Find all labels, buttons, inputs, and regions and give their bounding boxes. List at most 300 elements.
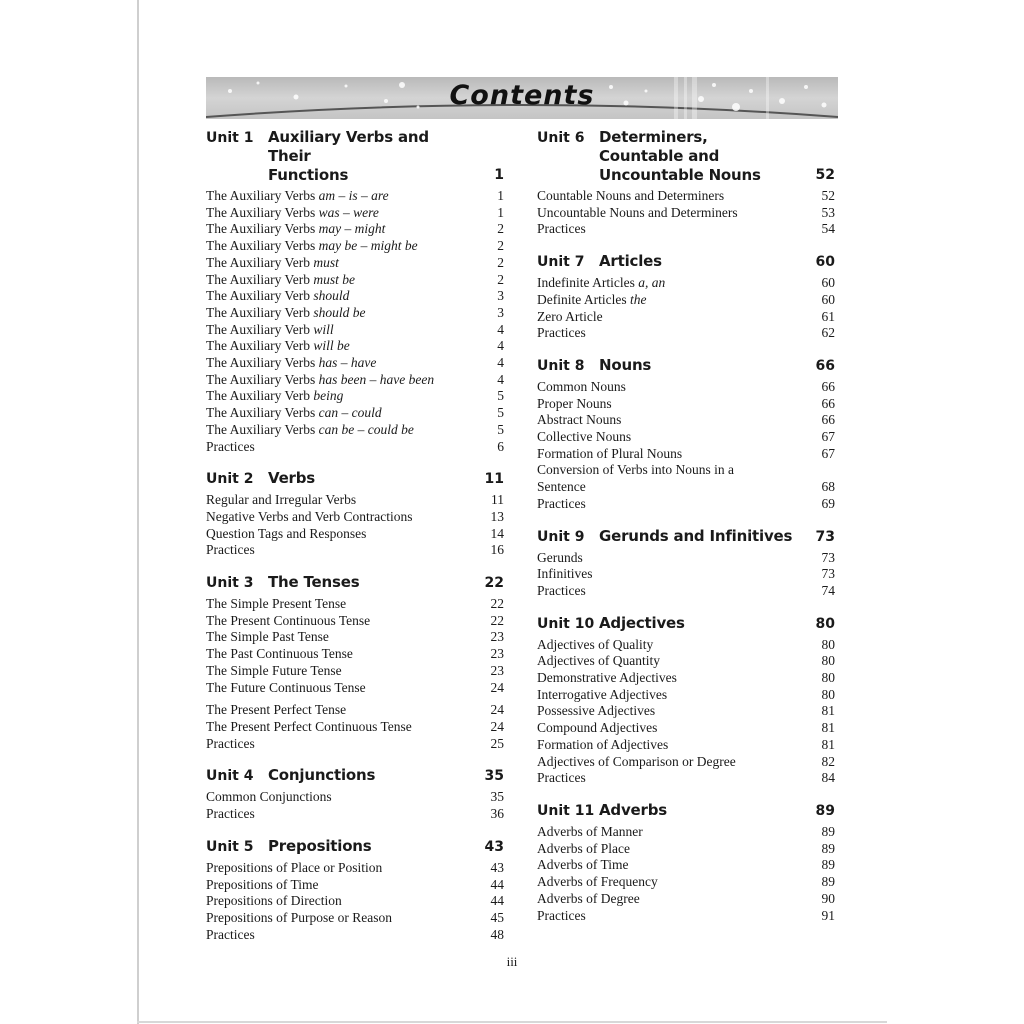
entry-text: Practices [206, 735, 255, 751]
entry-title [537, 703, 805, 720]
entry-title [537, 583, 805, 600]
entry-page-number: 67 [821, 429, 835, 445]
entry-page-number: 80 [821, 636, 835, 652]
toc-entry[interactable] [206, 736, 504, 753]
entry-title [206, 860, 474, 877]
unit-entries [206, 188, 504, 455]
toc-entry[interactable] [206, 188, 504, 205]
unit-heading[interactable] [206, 469, 504, 489]
unit-number: Unit 11 [537, 802, 595, 819]
unit-heading[interactable] [206, 573, 504, 593]
entry-text: The Auxiliary Verbs [206, 221, 319, 237]
entry-text: The Auxiliary Verbs [206, 405, 319, 421]
toc-entry[interactable] [537, 653, 835, 670]
unit-entries [537, 275, 835, 342]
entry-page-number: 66 [821, 412, 835, 428]
unit-entries [537, 550, 835, 600]
unit-title-line: Adverbs [599, 800, 667, 819]
entry-text: The Present Perfect Tense [206, 702, 347, 718]
unit-heading[interactable] [206, 766, 504, 786]
toc-entry[interactable] [537, 754, 835, 771]
entry-title [537, 479, 805, 496]
entry-italic-term: was – were [318, 204, 379, 220]
entry-italic-term: a, an [638, 275, 666, 291]
toc-entry[interactable] [206, 702, 504, 719]
toc-entry[interactable] [537, 857, 835, 874]
toc-entry[interactable] [206, 893, 504, 910]
entry-text: Practices [206, 926, 255, 942]
entry-text: Adverbs of Place [537, 840, 630, 856]
unit-page-number: 22 [484, 575, 504, 592]
entry-page-number: 66 [821, 378, 835, 394]
entry-title [537, 653, 805, 670]
entry-title [537, 737, 805, 754]
toc-entry[interactable] [537, 891, 835, 908]
toc-entry[interactable] [537, 637, 835, 654]
toc-entry[interactable] [537, 188, 835, 205]
entry-title [206, 422, 474, 439]
entry-italic-term: will be [313, 338, 350, 354]
entry-title [206, 372, 474, 389]
entry-text: Prepositions of Time [206, 876, 319, 892]
unit-title-line: Prepositions [268, 836, 372, 855]
unit-heading[interactable] [537, 252, 835, 272]
entry-page-number: 11 [491, 492, 504, 508]
entry-text: Abstract Nouns [537, 412, 622, 428]
entry-text: Prepositions of Place or Position [206, 859, 383, 875]
toc-entry[interactable] [206, 789, 504, 806]
unit-title-line: Determiners, Countable and [599, 128, 720, 165]
entry-text: Definite Articles [537, 291, 630, 307]
toc-entry[interactable] [206, 526, 504, 543]
entry-page-number: 52 [821, 188, 835, 203]
unit-number: Unit 6 [537, 130, 585, 146]
toc-entry[interactable] [537, 396, 835, 413]
entry-text: Practices [537, 770, 586, 786]
toc-entry[interactable] [537, 292, 835, 309]
entry-page-number: 60 [821, 275, 835, 291]
entry-page-number: 89 [821, 840, 835, 856]
entry-page-number: 80 [821, 653, 835, 669]
entry-text: Common Nouns [537, 378, 626, 394]
entry-page-number: 4 [497, 371, 504, 387]
toc-entry[interactable] [206, 663, 504, 680]
unit-page-number: 89 [815, 802, 835, 819]
entry-page-number: 23 [490, 646, 504, 662]
entry-title [537, 824, 805, 841]
entry-title [206, 355, 474, 372]
toc-entry[interactable] [206, 272, 504, 289]
entry-title [537, 396, 805, 413]
entry-text: Adverbs of Degree [537, 890, 640, 906]
entry-text: Uncountable Nouns and Determiners [537, 204, 738, 220]
toc-entry[interactable] [537, 412, 835, 429]
entry-page-number: 61 [821, 308, 835, 324]
entry-page-number: 3 [497, 288, 504, 304]
unit-title [268, 573, 464, 592]
entry-page-number: 45 [490, 909, 504, 925]
entry-title [537, 462, 805, 479]
entry-page-number: 73 [821, 549, 835, 565]
entry-text: The Present Perfect Continuous Tense [206, 718, 412, 734]
entry-text: The Auxiliary Verbs [206, 238, 319, 254]
toc-unit [537, 614, 835, 787]
entry-text: The Simple Future Tense [206, 662, 342, 678]
toc-entry[interactable] [537, 309, 835, 326]
toc-entry[interactable] [206, 288, 504, 305]
unit-title-line: Conjunctions [268, 766, 376, 785]
toc-entry[interactable] [206, 322, 504, 339]
entry-title [537, 908, 805, 925]
toc-entry[interactable] [206, 492, 504, 509]
entry-text: Adjectives of Comparison or Degree [537, 753, 736, 769]
unit-number: Unit 8 [537, 357, 585, 374]
unit-title-line: Functions [268, 166, 349, 184]
toc-entry[interactable] [206, 221, 504, 238]
entry-page-number: 4 [497, 321, 504, 337]
toc-entry[interactable] [537, 550, 835, 567]
entry-title [537, 754, 805, 771]
entry-text: Interrogative Adjectives [537, 686, 668, 702]
entry-title [206, 680, 474, 697]
unit-heading[interactable] [537, 128, 835, 185]
unit-heading[interactable] [537, 801, 835, 821]
entry-page-number: 24 [490, 679, 504, 695]
entry-page-number: 1 [497, 188, 504, 203]
entry-title [537, 309, 805, 326]
entry-title [206, 322, 474, 339]
toc-entry[interactable] [206, 596, 504, 613]
toc-entry[interactable] [537, 737, 835, 754]
entry-title [537, 188, 805, 205]
unit-page-number: 1 [494, 167, 504, 183]
toc-entry[interactable] [206, 355, 504, 372]
toc-entry[interactable] [537, 479, 835, 496]
entry-title [206, 663, 474, 680]
unit-entries [206, 596, 504, 752]
entry-title [206, 736, 474, 753]
toc-entry[interactable] [206, 255, 504, 272]
unit-title-line: Auxiliary Verbs and Their [268, 128, 429, 165]
unit-entries [206, 492, 504, 559]
unit-title-line: Verbs [268, 469, 316, 488]
entry-page-number: 3 [497, 304, 504, 320]
toc-entry[interactable] [206, 405, 504, 422]
entry-text: The Auxiliary Verbs [206, 188, 319, 203]
entry-title [206, 893, 474, 910]
unit-title [599, 527, 795, 546]
entry-text: The Auxiliary Verbs [206, 421, 319, 437]
entry-title [537, 891, 805, 908]
entry-title [206, 526, 474, 543]
entry-text: Indefinite Articles [537, 275, 639, 291]
entry-page-number: 68 [821, 479, 835, 495]
unit-page-number: 35 [484, 768, 504, 785]
entry-text: Regular and Irregular Verbs [206, 492, 357, 508]
entry-page-number: 82 [821, 753, 835, 769]
entry-page-number: 23 [490, 662, 504, 678]
unit-title [599, 614, 795, 633]
entry-title [206, 789, 474, 806]
entry-page-number: 69 [821, 495, 835, 511]
unit-number: Unit 1 [206, 130, 254, 146]
entry-italic-term: should be [313, 304, 366, 320]
toc-entry[interactable] [206, 719, 504, 736]
entry-title [206, 338, 474, 355]
unit-title [268, 766, 464, 785]
entry-text: Practices [537, 325, 586, 341]
toc-entry[interactable] [537, 275, 835, 292]
unit-heading[interactable] [206, 837, 504, 857]
entry-text: Proper Nouns [537, 395, 612, 411]
toc-entry[interactable] [537, 496, 835, 513]
unit-title [599, 801, 795, 820]
entry-title [537, 857, 805, 874]
entry-text: The Auxiliary Verb [206, 304, 314, 320]
entry-text: Adverbs of Frequency [537, 874, 658, 890]
entry-title [206, 388, 474, 405]
toc-entry[interactable] [537, 703, 835, 720]
entry-italic-term: being [313, 388, 344, 404]
entry-title [206, 492, 474, 509]
entry-page-number: 90 [821, 890, 835, 906]
unit-heading[interactable] [537, 356, 835, 376]
entry-title [206, 305, 474, 322]
entry-title [537, 446, 805, 463]
entry-text: Infinitives [537, 566, 593, 582]
toc-entry[interactable] [537, 874, 835, 891]
toc-entry[interactable] [537, 908, 835, 925]
unit-number: Unit 10 [537, 615, 595, 632]
toc-entry[interactable] [206, 372, 504, 389]
entry-title [206, 509, 474, 526]
toc-entry[interactable] [206, 422, 504, 439]
unit-page-number: 80 [815, 615, 835, 632]
unit-title [268, 837, 464, 856]
entry-page-number: 44 [490, 893, 504, 909]
entry-text: Adjectives of Quantity [537, 653, 660, 669]
entry-text: Question Tags and Responses [206, 525, 367, 541]
unit-heading[interactable] [537, 614, 835, 634]
toc-entry[interactable] [537, 379, 835, 396]
entry-page-number: 25 [490, 735, 504, 751]
entry-title [206, 272, 474, 289]
entry-text: Demonstrative Adjectives [537, 670, 677, 686]
entry-title [537, 325, 805, 342]
entry-title [206, 806, 474, 823]
toc-entry[interactable] [537, 205, 835, 222]
toc-unit [537, 801, 835, 924]
unit-number: Unit 4 [206, 768, 254, 785]
toc-entry[interactable] [537, 583, 835, 600]
entry-title [206, 877, 474, 894]
entry-page-number: 16 [490, 542, 504, 558]
toc-entry[interactable] [206, 509, 504, 526]
entry-title [206, 188, 474, 205]
toc-entry[interactable] [206, 542, 504, 559]
entry-page-number: 43 [490, 859, 504, 875]
toc-entry[interactable] [206, 388, 504, 405]
entry-italic-term: am – is – are [318, 188, 389, 203]
toc-entry[interactable] [537, 687, 835, 704]
entry-page-number: 66 [821, 395, 835, 411]
toc-entry[interactable] [537, 446, 835, 463]
toc-entry[interactable] [206, 646, 504, 663]
toc-entry[interactable] [206, 205, 504, 222]
entry-page-number: 54 [821, 221, 835, 237]
entry-title [537, 874, 805, 891]
toc-unit [537, 527, 835, 600]
entry-title [206, 927, 474, 944]
toc-entry[interactable] [537, 720, 835, 737]
toc-unit [537, 356, 835, 513]
toc-entry[interactable] [206, 910, 504, 927]
entry-title [537, 275, 805, 292]
entry-title [206, 205, 474, 222]
entry-text: The Auxiliary Verbs [206, 355, 319, 371]
entry-title [206, 702, 474, 719]
unit-page-number: 73 [815, 528, 835, 545]
entry-page-number: 2 [497, 271, 504, 287]
entry-text: Practices [537, 495, 586, 511]
entry-page-number: 91 [821, 907, 835, 923]
entry-title [537, 720, 805, 737]
entry-text: Prepositions of Direction [206, 893, 342, 909]
entry-text: The Auxiliary Verbs [206, 204, 319, 220]
entry-title [537, 429, 805, 446]
entry-page-number: 2 [497, 238, 504, 254]
toc-entry[interactable] [206, 680, 504, 697]
entry-title [206, 542, 474, 559]
toc-entry[interactable] [206, 338, 504, 355]
entry-text: The Auxiliary Verb [206, 338, 314, 354]
entry-italic-term: must [313, 254, 339, 270]
unit-page-number: 66 [815, 357, 835, 374]
entry-page-number: 24 [490, 718, 504, 734]
toc-entry[interactable] [206, 238, 504, 255]
toc-entry[interactable] [537, 670, 835, 687]
unit-entries [206, 860, 504, 944]
entry-page-number: 5 [497, 421, 504, 437]
unit-title [599, 252, 795, 271]
toc-entry[interactable] [206, 613, 504, 630]
entry-title [206, 719, 474, 736]
entry-text: Practices [206, 438, 255, 454]
contents-right-column [537, 128, 835, 938]
unit-heading[interactable] [537, 527, 835, 547]
entry-text: Zero Article [537, 308, 603, 324]
entry-page-number: 67 [821, 445, 835, 461]
unit-page-number: 52 [815, 167, 835, 183]
entry-page-number: 53 [821, 204, 835, 220]
toc-entry[interactable] [206, 305, 504, 322]
entry-text: Countable Nouns and Determiners [537, 188, 725, 203]
toc-unit [206, 837, 504, 944]
unit-number: Unit 7 [537, 254, 585, 271]
entry-text: The Simple Present Tense [206, 596, 347, 612]
toc-entry[interactable] [537, 841, 835, 858]
entry-title [206, 405, 474, 422]
toc-entry[interactable] [206, 629, 504, 646]
entry-italic-term: may – might [318, 221, 386, 237]
entry-title [206, 629, 474, 646]
unit-title-line: Adjectives [599, 613, 685, 632]
toc-entry[interactable] [537, 824, 835, 841]
entry-page-number: 73 [821, 566, 835, 582]
toc-unit [206, 128, 504, 455]
entry-title [537, 379, 805, 396]
toc-entry[interactable] [206, 439, 504, 456]
toc-entry[interactable] [537, 429, 835, 446]
toc-entry[interactable] [206, 860, 504, 877]
entry-title [537, 496, 805, 513]
toc-entry[interactable] [537, 566, 835, 583]
entry-text: The Present Continuous Tense [206, 612, 371, 628]
toc-entry[interactable] [206, 927, 504, 944]
entry-text: Formation of Plural Nouns [537, 445, 683, 461]
toc-unit [206, 573, 504, 752]
contents-left-column [206, 128, 504, 957]
unit-title [599, 128, 795, 185]
entry-page-number: 4 [497, 338, 504, 354]
toc-entry[interactable] [537, 462, 835, 479]
entry-page-number: 22 [490, 612, 504, 628]
entry-italic-term: may be – might be [318, 238, 418, 254]
entry-page-number: 89 [821, 874, 835, 890]
unit-heading[interactable] [206, 128, 504, 185]
toc-entry[interactable] [206, 877, 504, 894]
entry-title [537, 566, 805, 583]
unit-page-number: 11 [484, 471, 504, 488]
unit-entries [537, 824, 835, 924]
toc-entry[interactable] [206, 806, 504, 823]
entry-page-number: 62 [821, 325, 835, 341]
entry-page-number: 60 [821, 291, 835, 307]
unit-title [599, 356, 795, 375]
entry-page-number: 74 [821, 582, 835, 598]
unit-title-line: The Tenses [268, 573, 360, 592]
unit-title [268, 128, 464, 185]
toc-entry[interactable] [537, 221, 835, 238]
entry-text: Formation of Adjectives [537, 736, 669, 752]
entry-page-number: 2 [497, 254, 504, 270]
page-bottom-edge [137, 1021, 887, 1023]
entry-text: Common Conjunctions [206, 789, 332, 805]
entry-text: Practices [537, 907, 586, 923]
unit-title [268, 469, 464, 488]
entry-italic-term: the [629, 291, 647, 307]
unit-entries [206, 789, 504, 822]
entry-text: Prepositions of Purpose or Reason [206, 909, 392, 925]
unit-number: Unit 9 [537, 528, 585, 545]
entry-text: The Auxiliary Verb [206, 321, 314, 337]
entry-page-number [805, 462, 835, 479]
toc-unit [206, 766, 504, 822]
unit-entries [537, 379, 835, 513]
toc-entry[interactable] [537, 770, 835, 787]
entry-text: Possessive Adjectives [537, 703, 656, 719]
entry-page-number: 80 [821, 686, 835, 702]
entry-title [537, 637, 805, 654]
entry-text: Compound Adjectives [537, 720, 658, 736]
entry-text: Adverbs of Time [537, 857, 629, 873]
entry-text: The Auxiliary Verb [206, 388, 314, 404]
entry-page-number: 2 [497, 221, 504, 237]
entry-title [206, 613, 474, 630]
toc-entry[interactable] [537, 325, 835, 342]
entry-text: The Past Continuous Tense [206, 646, 353, 662]
entry-title [206, 646, 474, 663]
